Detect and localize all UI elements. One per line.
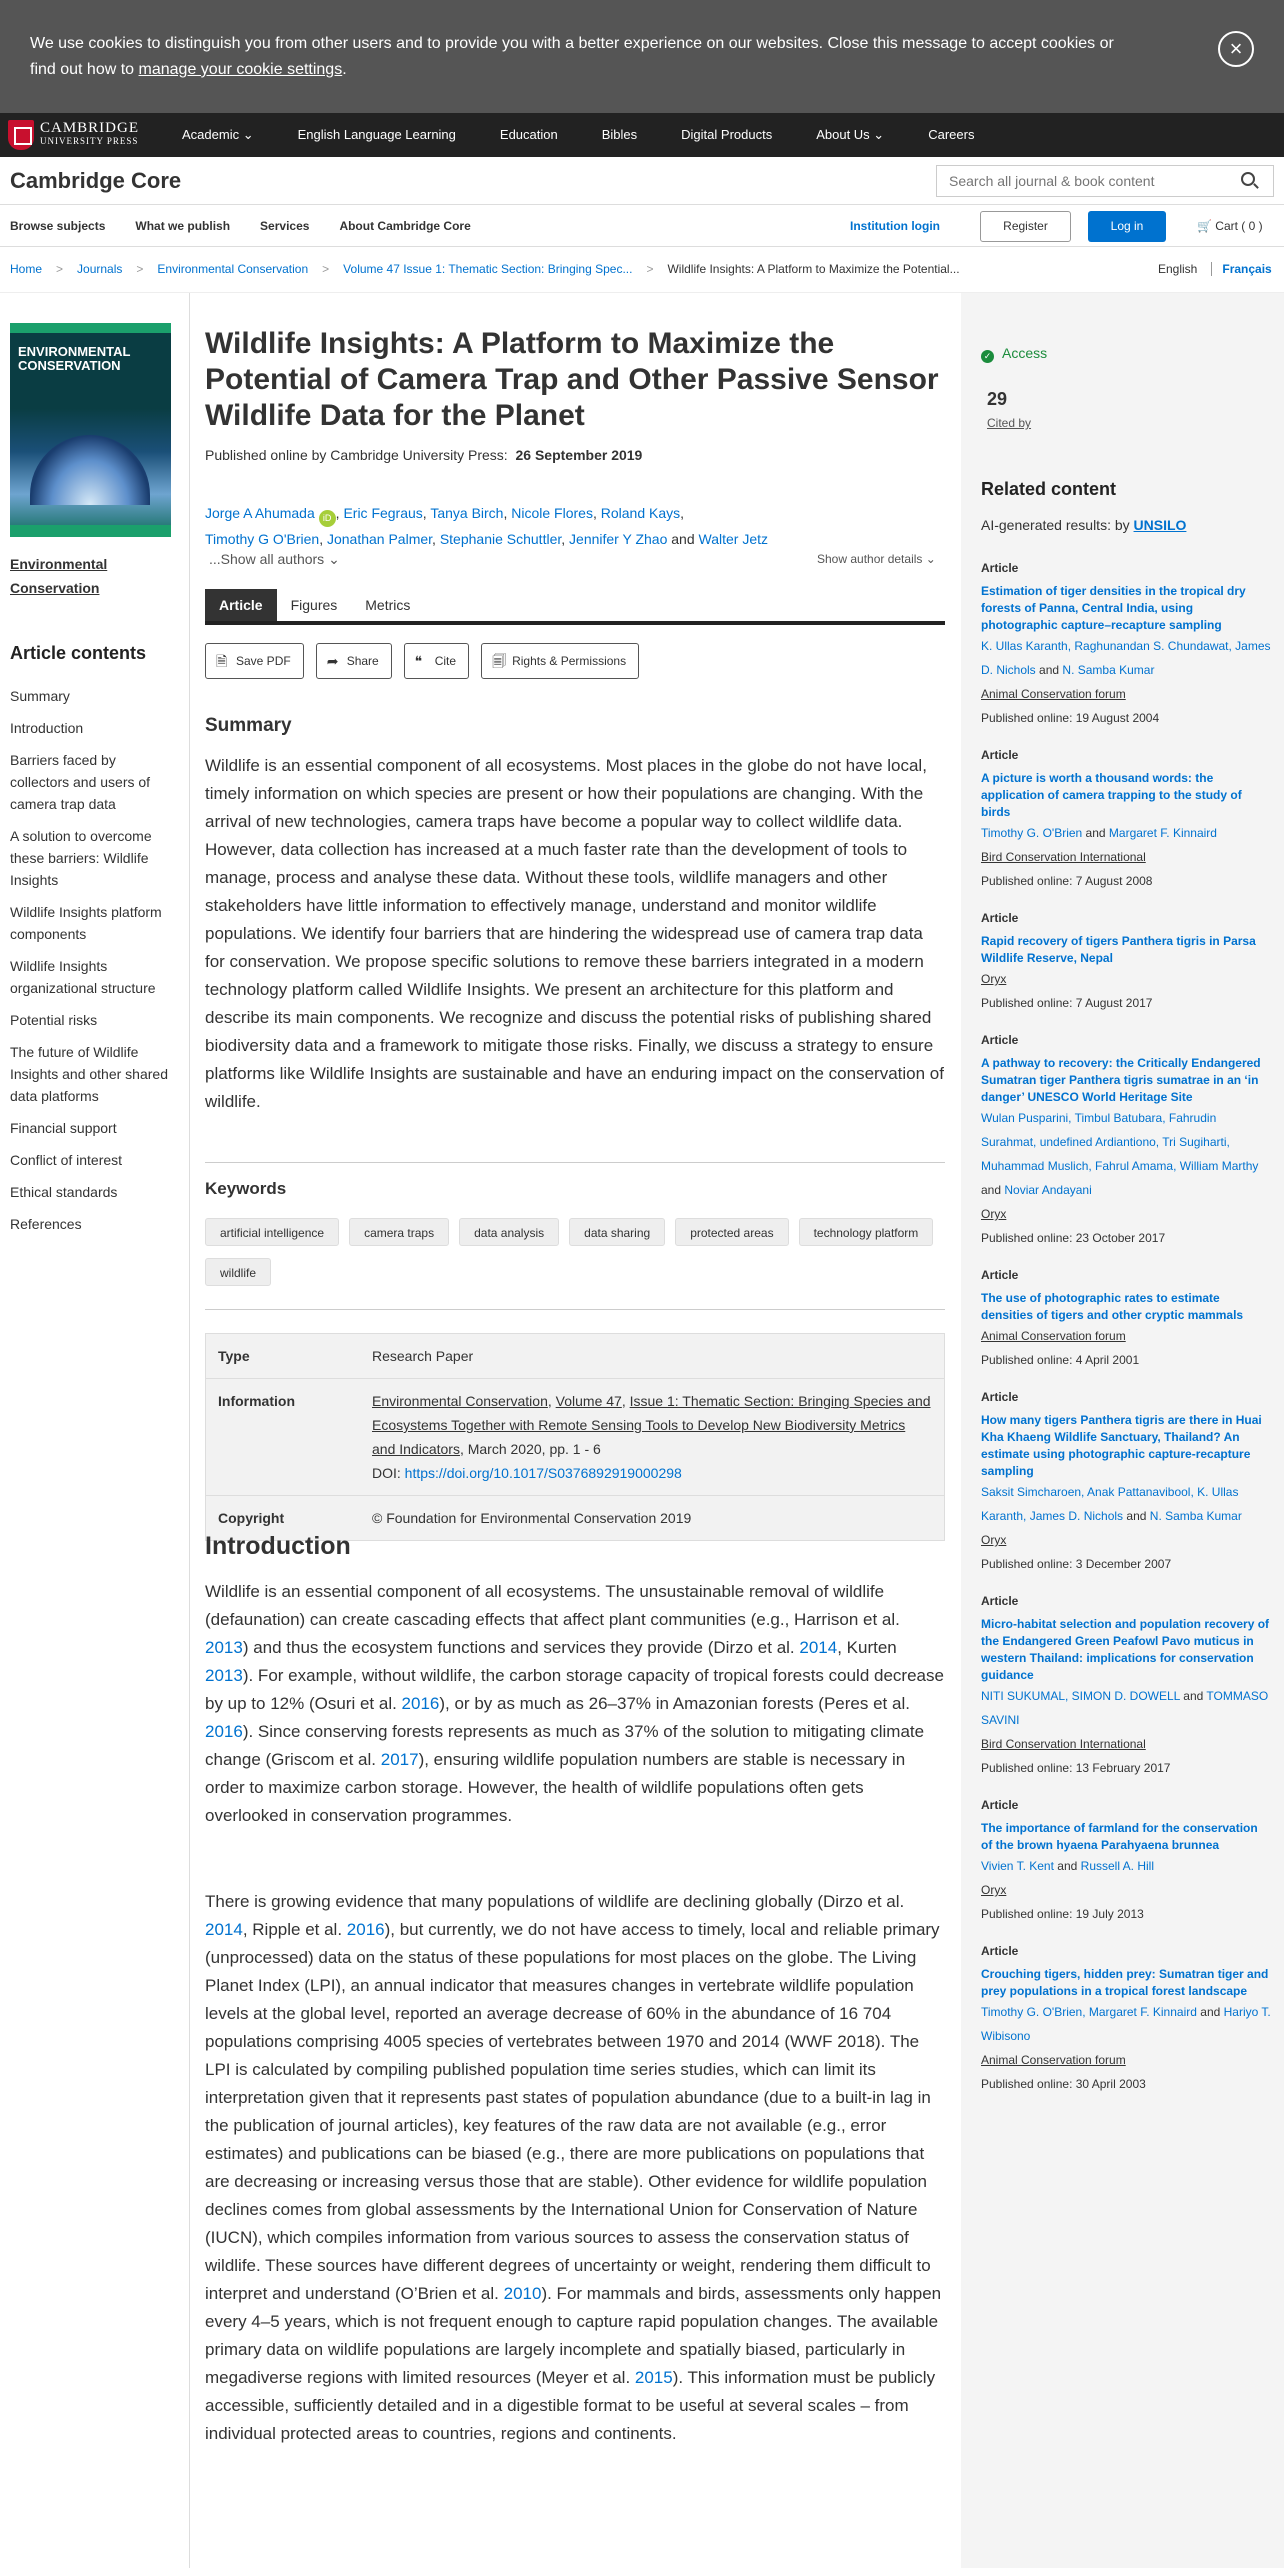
- contents-item[interactable]: Introduction: [10, 720, 84, 736]
- related-title-link[interactable]: Crouching tigers, hidden prey: Sumatran tiger and prey populations in a tropical forest landscape: [981, 1967, 1269, 1998]
- info-label: Information: [218, 1393, 295, 1409]
- article-tools: [205, 643, 651, 679]
- author-link[interactable]: Eric Fegraus: [343, 505, 423, 521]
- core-header: [0, 157, 1284, 205]
- keyword-tag[interactable]: camera traps: [349, 1218, 449, 1246]
- journal-name-link[interactable]: Environmental Conservation: [10, 556, 108, 596]
- info-value: Environmental Conservation, Volume 47, Issue 1: Thematic Section: Bringing Species and Ecosystems Together with Remote Sensing Tools to Develop New Biodiversity Metrics and Indicators, March 2020, pp. 1 - 6 DOI: https://doi.org/10.1017/S0376892919000298: [372, 1393, 931, 1481]
- author-link[interactable]: Walter Jetz: [698, 531, 768, 547]
- unsilo-link[interactable]: UNSILO: [1133, 517, 1187, 533]
- author-and: and: [671, 531, 695, 547]
- related-authors: [981, 1684, 1271, 1732]
- author-link[interactable]: Roland Kays: [600, 505, 681, 521]
- related-date: Published online: 19 August 2004: [981, 711, 1160, 725]
- keywords-heading: Keywords: [205, 1179, 287, 1198]
- citation-link[interactable]: 2016: [346, 1920, 385, 1939]
- orcid-icon[interactable]: iD: [319, 510, 336, 527]
- related-journal-link[interactable]: Oryx: [981, 1207, 1007, 1221]
- related-journal-link[interactable]: Oryx: [981, 1883, 1007, 1897]
- doi-label: DOI:: [372, 1465, 401, 1481]
- article-info-table: [205, 1333, 945, 1541]
- contents-item[interactable]: Ethical standards: [10, 1184, 118, 1200]
- issue-link[interactable]: Issue 1: Thematic Section: Bringing Species and Ecosystems Together with Remote Sensing Tools to Develop New Biodiversity Metrics and Indicators: [372, 1393, 931, 1457]
- share-icon: ➦: [326, 653, 339, 669]
- top-nav-menu: [182, 113, 1018, 157]
- related-type: Article: [981, 748, 1019, 762]
- related-date: Published online: 30 April 2003: [981, 2077, 1146, 2091]
- keyword-tag[interactable]: data sharing: [569, 1218, 665, 1246]
- secondary-navigation: [0, 205, 1284, 247]
- citation-link[interactable]: 2013: [205, 1638, 243, 1657]
- related-title-link[interactable]: A pathway to recovery: the Critically Endangered Sumatran tiger Panthera tigris sumatrae in an ‘in danger’ UNESCO World Heritage Site: [981, 1056, 1261, 1104]
- article-title: Wildlife Insights: A Platform to Maximize the Potential of Camera Trap and Other Passive Sensor Wildlife Data for the Planet: [205, 327, 939, 432]
- chevron-down-icon: ⌄: [869, 127, 885, 142]
- related-item: [981, 1031, 1271, 1250]
- author-link[interactable]: Jonathan Palmer: [326, 531, 433, 547]
- citation-link[interactable]: 2017: [380, 1750, 419, 1769]
- related-authors-link[interactable]: Vivien T. Kent: [981, 1859, 1054, 1873]
- related-type: Article: [981, 1944, 1019, 1958]
- cart-link[interactable]: [1197, 219, 1263, 233]
- contents-item[interactable]: Financial support: [10, 1120, 117, 1136]
- paragraph-text: ), but currently, we do not have access to timely, local and reliable primary (unprocessed) data on the status of these populations for most places on the globe. The Living Planet Index (LPI), an annual indicator that measures changes in vertebrate wildlife population levels at the global level, reported an average decrease of 60% in the abundance of 16 704 populations comprising 4005 species of vertebrates between 1970 and 2014 (WWF 2018). The LPI is calculated by compiling published population time series studies, which can limit its interpretation given that it represents past states of population abundance (due to a built-in lag in the publication of journal articles), key features of the raw data are not available (e.g., error estimates) and publications can be biased (e.g., there are more publications on populations that are decreasing or increasing versus those that are stable). Other evidence for wildlife population declines comes from global assessments by the International Union for Conservation of Nature (IUCN), which compiles information from various sources to assess the conservation status of wildlife. These sources have different degrees of uncertainty or weight, rendering them difficult to interpret and understand (O’Brien et al.: [205, 1920, 940, 2303]
- citation-link[interactable]: 2014: [799, 1638, 838, 1657]
- related-item: [981, 1388, 1271, 1576]
- citation-link[interactable]: 2014: [205, 1920, 243, 1939]
- related-last-author-link[interactable]: Margaret F. Kinnaird: [1108, 826, 1217, 840]
- keyword-tag[interactable]: data analysis: [459, 1218, 559, 1246]
- intro-paragraph-2: [205, 1888, 945, 2448]
- manage-cookie-settings-link[interactable]: manage your cookie settings: [138, 61, 343, 78]
- cart-icon: 🛒: [1197, 219, 1212, 233]
- related-authors: [981, 634, 1271, 682]
- keyword-tag[interactable]: wildlife: [205, 1258, 271, 1286]
- paragraph-text: ) and thus the ecosystem functions and services they provide (Dirzo et al.: [242, 1638, 800, 1657]
- related-authors: [981, 1854, 1271, 1878]
- related-and: and: [1085, 826, 1106, 840]
- cover-title: ENVIRONMENTAL CONSERVATION: [18, 344, 131, 373]
- left-sidebar: [0, 293, 190, 2568]
- related-authors: [981, 821, 1271, 845]
- language-french[interactable]: Français: [1211, 262, 1271, 276]
- related-type: Article: [981, 561, 1019, 575]
- related-and: and: [1039, 663, 1060, 677]
- quote-icon: ❝: [414, 653, 423, 669]
- top-nav-label: Bibles: [601, 127, 638, 142]
- keyword-tag[interactable]: protected areas: [675, 1218, 788, 1246]
- summary-text: Wildlife is an essential component of all ecosystems. Most places in the globe do not have local, timely information on which species are present or how their populations are changing. With the arrival of new technologies, camera traps have become a popular way to collect wildlife data. However, data collection has increased at a much faster rate than the development of tools to manage, process and analyse these data. Without these tools, wildlife managers and other stakeholders have little information to effectively manage, understand and monitor wildlife populations. We identify four barriers that are hindering the widespread use of camera trap data for conservation. We propose specific solutions to remove these barriers integrated in a modern technology platform called Wildlife Insights. We present an architecture for this platform and describe its main components. We recognize and discuss the potential risks of publishing shared biodiversity data and a framework to mitigate those risks. Finally, we discuss a strategy to ensure platforms like Wildlife Insights are sustainable and have an enduring impact on the conservation of wildlife.: [205, 756, 944, 1111]
- top-nav-item[interactable]: [500, 113, 558, 157]
- logo-line-2: UNIVERSITY PRESS: [40, 136, 139, 146]
- citation-link[interactable]: 2013: [205, 1666, 243, 1685]
- breadcrumb-item[interactable]: Volume 47 Issue 1: Thematic Section: Bringing Spec...: [343, 262, 633, 276]
- cookie-message: We use cookies to distinguish you from other users and to provide you with a better experience on our websites. Close this message to accept cookies or find out how to manage your cookie settings.: [30, 35, 1114, 78]
- related-date: Published online: 4 April 2001: [981, 1353, 1140, 1367]
- related-authors-link[interactable]: Wulan Pusparini, Timbul Batubara, Fahrudin Surahmat, undefined Ardiantiono, Tri Sugiharti, Muhammad Muslich, Fahrul Amama, William Marthy: [981, 1111, 1259, 1173]
- citation-link[interactable]: 2010: [503, 2284, 542, 2303]
- contents-item[interactable]: The future of Wildlife Insights and other shared data platforms: [10, 1044, 168, 1104]
- volume-link[interactable]: Volume 47: [555, 1393, 622, 1409]
- top-nav-item[interactable]: [681, 113, 772, 157]
- related-type: Article: [981, 1390, 1019, 1404]
- core-logo-text: Cambridge Core: [10, 168, 182, 193]
- breadcrumb-item: Wildlife Insights: A Platform to Maximize the Potential...: [667, 262, 960, 276]
- article-contents-list: [10, 685, 170, 1245]
- contents-item[interactable]: Wildlife Insights organizational structure: [10, 958, 156, 996]
- cambridge-logo[interactable]: [8, 120, 139, 150]
- citation-link[interactable]: 2016: [205, 1722, 243, 1741]
- breadcrumb-separator-icon: >: [322, 262, 330, 276]
- related-and: and: [1183, 1689, 1204, 1703]
- author-link[interactable]: Stephanie Schuttler: [439, 531, 562, 547]
- top-nav-label: About Us: [816, 127, 870, 142]
- related-date: Published online: 3 December 2007: [981, 1557, 1172, 1571]
- right-sidebar: [961, 293, 1284, 2568]
- info-row-information: [206, 1379, 944, 1496]
- search-icon[interactable]: [1241, 172, 1255, 186]
- login-button[interactable]: Log in: [1088, 211, 1166, 242]
- related-and: and: [981, 1183, 1002, 1197]
- related-title-link[interactable]: Rapid recovery of tigers Panthera tigris in Parsa Wildlife Reserve, Nepal: [981, 934, 1256, 965]
- earth-image: [30, 435, 150, 505]
- paragraph-text: ). For mammals and birds, assessments only happen every 4–5 years, which is not frequent enough to capture rapid population changes. The available primary data on wildlife populations are largely incomplete and spatially biased, particularly in megadiverse regions with limited resources (Meyer et al.: [205, 2284, 942, 2387]
- related-last-author-link[interactable]: Hariyo T. Wibisono: [981, 2005, 1271, 2043]
- breadcrumb: [0, 247, 1284, 293]
- keywords-list: [205, 1218, 945, 1298]
- author-link[interactable]: Jorge A Ahumada: [205, 505, 315, 521]
- breadcrumb-separator-icon: >: [136, 262, 144, 276]
- breadcrumb-item[interactable]: Home: [10, 262, 43, 276]
- paragraph-text: , Ripple et al.: [242, 1920, 347, 1939]
- author-link[interactable]: Jennifer Y Zhao: [569, 531, 668, 547]
- author-link[interactable]: Timothy G O'Brien: [205, 531, 320, 547]
- secondary-nav-item[interactable]: Browse subjects: [10, 219, 106, 233]
- paragraph-text: Wildlife is an essential component of all ecosystems. The unsustainable removal of wildlife (defaunation) can create cascading effects that affect plant communities (e.g., Harrison et al.: [205, 1582, 900, 1629]
- top-nav-item[interactable]: [816, 113, 884, 157]
- info-row-type: [206, 1334, 944, 1379]
- cookie-banner: [0, 0, 1284, 113]
- summary-heading: Summary: [205, 715, 292, 736]
- published-prefix: Published online by Cambridge University Press:: [205, 447, 508, 463]
- tab-article[interactable]: Article: [205, 589, 277, 621]
- chevron-down-icon: ⌄: [328, 551, 340, 567]
- secondary-nav-item[interactable]: About Cambridge Core: [339, 219, 471, 233]
- introduction-heading: Introduction: [205, 1532, 351, 1560]
- contents-item[interactable]: Potential risks: [10, 1012, 98, 1028]
- register-button[interactable]: Register: [980, 211, 1071, 242]
- related-title-link[interactable]: The importance of farmland for the conservation of the brown hyaena Parahyaena brunnea: [981, 1821, 1258, 1852]
- secondary-nav-item[interactable]: What we publish: [135, 219, 231, 233]
- save-pdf-button[interactable]: 🗎 Save PDF: [205, 643, 304, 679]
- related-date: Published online: 13 February 2017: [981, 1761, 1171, 1775]
- top-nav-item[interactable]: [602, 113, 637, 157]
- related-journal-link[interactable]: Animal Conservation forum: [981, 687, 1126, 701]
- contents-item[interactable]: Wildlife Insights platform components: [10, 904, 162, 942]
- show-all-authors-button[interactable]: ...Show all authors ⌄: [209, 551, 340, 567]
- top-nav-item[interactable]: [298, 113, 456, 157]
- top-nav-label: Digital Products: [681, 127, 773, 142]
- contents-item[interactable]: A solution to overcome these barriers: Wildlife Insights: [10, 828, 152, 888]
- related-date: Published online: 7 August 2017: [981, 996, 1153, 1010]
- cart-label: Cart ( 0 ): [1215, 219, 1263, 233]
- related-last-author-link[interactable]: TOMMASO SAVINI: [981, 1689, 1269, 1727]
- info-label: Type: [218, 1348, 250, 1364]
- info-value: © Foundation for Environmental Conservation 2019: [372, 1510, 692, 1526]
- related-item: [981, 909, 1271, 1015]
- language-english[interactable]: English: [1158, 262, 1198, 276]
- show-author-details-button[interactable]: Show author details ⌄: [817, 552, 936, 566]
- divider: [205, 1162, 945, 1163]
- citation-link[interactable]: 2016: [401, 1694, 440, 1713]
- share-button[interactable]: ➦ Share: [316, 643, 392, 679]
- secondary-nav-menu: [10, 205, 501, 247]
- citation-link[interactable]: 2015: [634, 2368, 673, 2387]
- contents-item[interactable]: Barriers faced by collectors and users of camera trap data: [10, 752, 151, 812]
- doi-link[interactable]: https://doi.org/10.1017/S0376892919000298: [404, 1465, 682, 1481]
- top-nav-label: English Language Learning: [297, 127, 456, 142]
- related-authors-link[interactable]: NITI SUKUMAL, SIMON D. DOWELL: [981, 1689, 1180, 1703]
- top-navigation: [0, 113, 1284, 157]
- article-contents-heading: Article contents: [10, 643, 147, 663]
- related-type: Article: [981, 911, 1019, 925]
- journal-link[interactable]: Environmental Conservation: [372, 1393, 548, 1409]
- related-type: Article: [981, 1798, 1019, 1812]
- breadcrumb-separator-icon: >: [56, 262, 64, 276]
- article-tabs: [205, 589, 945, 625]
- related-and: and: [1200, 2005, 1221, 2019]
- cited-by-link[interactable]: Cited by: [987, 416, 1032, 430]
- paragraph-text: ), ensuring wildlife population numbers are stable is necessary in order to maximize carbon storage. However, the health of wildlife populations often gets overlooked in conservation programmes.: [205, 1750, 906, 1825]
- related-authors: [981, 1106, 1271, 1202]
- search-input[interactable]: [936, 165, 1274, 197]
- breadcrumb-item[interactable]: Environmental Conservation: [157, 262, 309, 276]
- paragraph-text: ). Since conserving forests represents as much as 37% of the solution to mitigating climate change (Griscom et al.: [205, 1722, 925, 1769]
- related-title-link[interactable]: Micro-habitat selection and population recovery of the Endangered Green Peafowl Pavo muticus in western Thailand: implications for conservation guidance: [981, 1617, 1270, 1682]
- related-journal-link[interactable]: Animal Conservation forum: [981, 1329, 1126, 1343]
- paragraph-text: ). For example, without wildlife, the carbon storage capacity of tropical forests could decrease by up to 12% (Osuri et al.: [205, 1666, 944, 1713]
- related-journal-link[interactable]: Oryx: [981, 1533, 1007, 1547]
- published-info: [205, 447, 642, 463]
- author-link[interactable]: Nicole Flores: [511, 505, 593, 521]
- related-authors: [981, 1480, 1271, 1528]
- paragraph-text: There is growing evidence that many populations of wildlife are declining globally (Dirzo et al.: [205, 1892, 905, 1911]
- institution-login-link[interactable]: Institution login: [850, 219, 940, 233]
- rights-permissions-button[interactable]: 🗐 Rights & Permissions: [481, 643, 639, 679]
- access-status: ✓ Access: [981, 345, 1047, 363]
- related-item: [981, 1942, 1271, 2096]
- related-item: [981, 1266, 1271, 1372]
- related-title-link[interactable]: The use of photographic rates to estimate densities of tigers and other cryptic mammals: [981, 1291, 1244, 1322]
- cite-button[interactable]: ❝ Cite: [404, 643, 469, 679]
- author-list: Jorge A Ahumada iD , Eric Fegraus, Tanya Birch, Nicole Flores, Roland Kays, Timothy G O'Brien, Jonathan Palmer, Stephanie Schuttler, Jennifer Y Zhao and Walter Jetz: [205, 505, 768, 547]
- breadcrumb-item[interactable]: Journals: [77, 262, 123, 276]
- info-label: Copyright: [218, 1510, 285, 1526]
- secondary-nav-item[interactable]: Services: [260, 219, 310, 233]
- related-type: Article: [981, 1268, 1019, 1282]
- logo-line-1: CAMBRIDGE: [40, 120, 140, 136]
- keyword-tag[interactable]: technology platform: [799, 1218, 934, 1246]
- related-item: [981, 1592, 1271, 1780]
- intro-paragraph-1: [205, 1578, 945, 1830]
- related-journal-link[interactable]: Oryx: [981, 972, 1007, 986]
- ai-generated-note: AI-generated results: by UNSILO: [981, 517, 1187, 533]
- related-content-list: [981, 559, 1271, 2112]
- related-and: and: [1126, 1509, 1147, 1523]
- related-type: Article: [981, 1033, 1019, 1047]
- related-last-author-link[interactable]: Noviar Andayani: [1004, 1183, 1092, 1197]
- paragraph-text: ), or by as much as 26–37% in Amazonian forests (Peres et al.: [439, 1694, 910, 1713]
- tab-metrics[interactable]: Metrics: [365, 597, 411, 613]
- paragraph-text: , Kurten: [837, 1638, 897, 1657]
- contents-item[interactable]: Conflict of interest: [10, 1152, 123, 1168]
- related-date: Published online: 19 July 2013: [981, 1907, 1144, 1921]
- related-type: Article: [981, 1594, 1019, 1608]
- related-journal-link[interactable]: Animal Conservation forum: [981, 2053, 1126, 2067]
- related-authors-link[interactable]: K. Ullas Karanth, Raghunandan S. Chundawat, James D. Nichols: [981, 639, 1271, 677]
- document-check-icon: 🗐: [492, 653, 507, 669]
- related-title-link[interactable]: Estimation of tiger densities in the tropical dry forests of Panna, Central India, using photographic capture–recapture sampling: [981, 584, 1246, 632]
- top-nav-label: Education: [499, 127, 558, 142]
- published-date: 26 September 2019: [515, 447, 643, 463]
- divider: [205, 1309, 945, 1310]
- chevron-down-icon: ⌄: [925, 552, 936, 566]
- info-value: Research Paper: [372, 1348, 474, 1364]
- paragraph-text: ). This information must be publicly accessible, sufficiently detailed and in a digestible format to be useful at several scales – from individual protected areas to countries, regions and continents.: [205, 2368, 936, 2443]
- language-switcher: [1158, 262, 1272, 276]
- related-journal-link[interactable]: Bird Conservation International: [981, 850, 1146, 864]
- related-item: [981, 1796, 1271, 1926]
- contents-item[interactable]: Summary: [10, 688, 70, 704]
- related-last-author-link[interactable]: N. Samba Kumar: [1062, 663, 1155, 677]
- cite-count: 29: [987, 389, 1008, 409]
- top-nav-label: Academic: [182, 127, 240, 142]
- top-nav-item[interactable]: [928, 113, 974, 157]
- related-date: Published online: 7 August 2008: [981, 874, 1153, 888]
- pdf-icon: 🗎: [216, 653, 228, 669]
- related-last-author-link[interactable]: N. Samba Kumar: [1149, 1509, 1242, 1523]
- related-title-link[interactable]: A picture is worth a thousand words: the application of camera trapping to the study of birds: [981, 771, 1242, 819]
- related-last-author-link[interactable]: Russell A. Hill: [1080, 1859, 1155, 1873]
- related-authors-link[interactable]: Timothy G. O'Brien, Margaret F. Kinnaird: [981, 2005, 1197, 2019]
- related-authors: [981, 2000, 1271, 2048]
- top-nav-label: Careers: [928, 127, 975, 142]
- close-cookie-button[interactable]: ×: [1218, 31, 1254, 67]
- keyword-tag[interactable]: artificial intelligence: [205, 1218, 339, 1246]
- top-nav-item[interactable]: [182, 113, 254, 157]
- related-content-heading: Related content: [981, 479, 1117, 499]
- contents-item[interactable]: References: [10, 1216, 82, 1232]
- related-item: [981, 746, 1271, 893]
- pages: , March 2020, pp. 1 - 6: [459, 1441, 601, 1457]
- related-title-link[interactable]: How many tigers Panthera tigris are there in Huai Kha Khaeng Wildlife Sanctuary, Thailand? An estimate using photographic capture-recapture sampling: [981, 1413, 1262, 1478]
- cambridge-core-logo[interactable]: [10, 168, 181, 194]
- related-and: and: [1057, 1859, 1078, 1873]
- check-circle-icon: ✓: [981, 350, 994, 363]
- cambridge-shield-icon: [8, 120, 34, 150]
- author-link[interactable]: Tanya Birch: [430, 505, 504, 521]
- related-date: Published online: 23 October 2017: [981, 1231, 1166, 1245]
- tab-figures[interactable]: Figures: [290, 597, 338, 613]
- related-item: [981, 559, 1271, 730]
- journal-cover-image[interactable]: [10, 323, 171, 537]
- related-journal-link[interactable]: Bird Conservation International: [981, 1737, 1146, 1751]
- related-authors-link[interactable]: Timothy G. O'Brien: [981, 826, 1083, 840]
- breadcrumb-separator-icon: >: [646, 262, 654, 276]
- chevron-down-icon: ⌄: [239, 127, 254, 142]
- related-authors-link[interactable]: Saksit Simcharoen, Anak Pattanavibool, K. Ullas Karanth, James D. Nichols: [981, 1485, 1239, 1523]
